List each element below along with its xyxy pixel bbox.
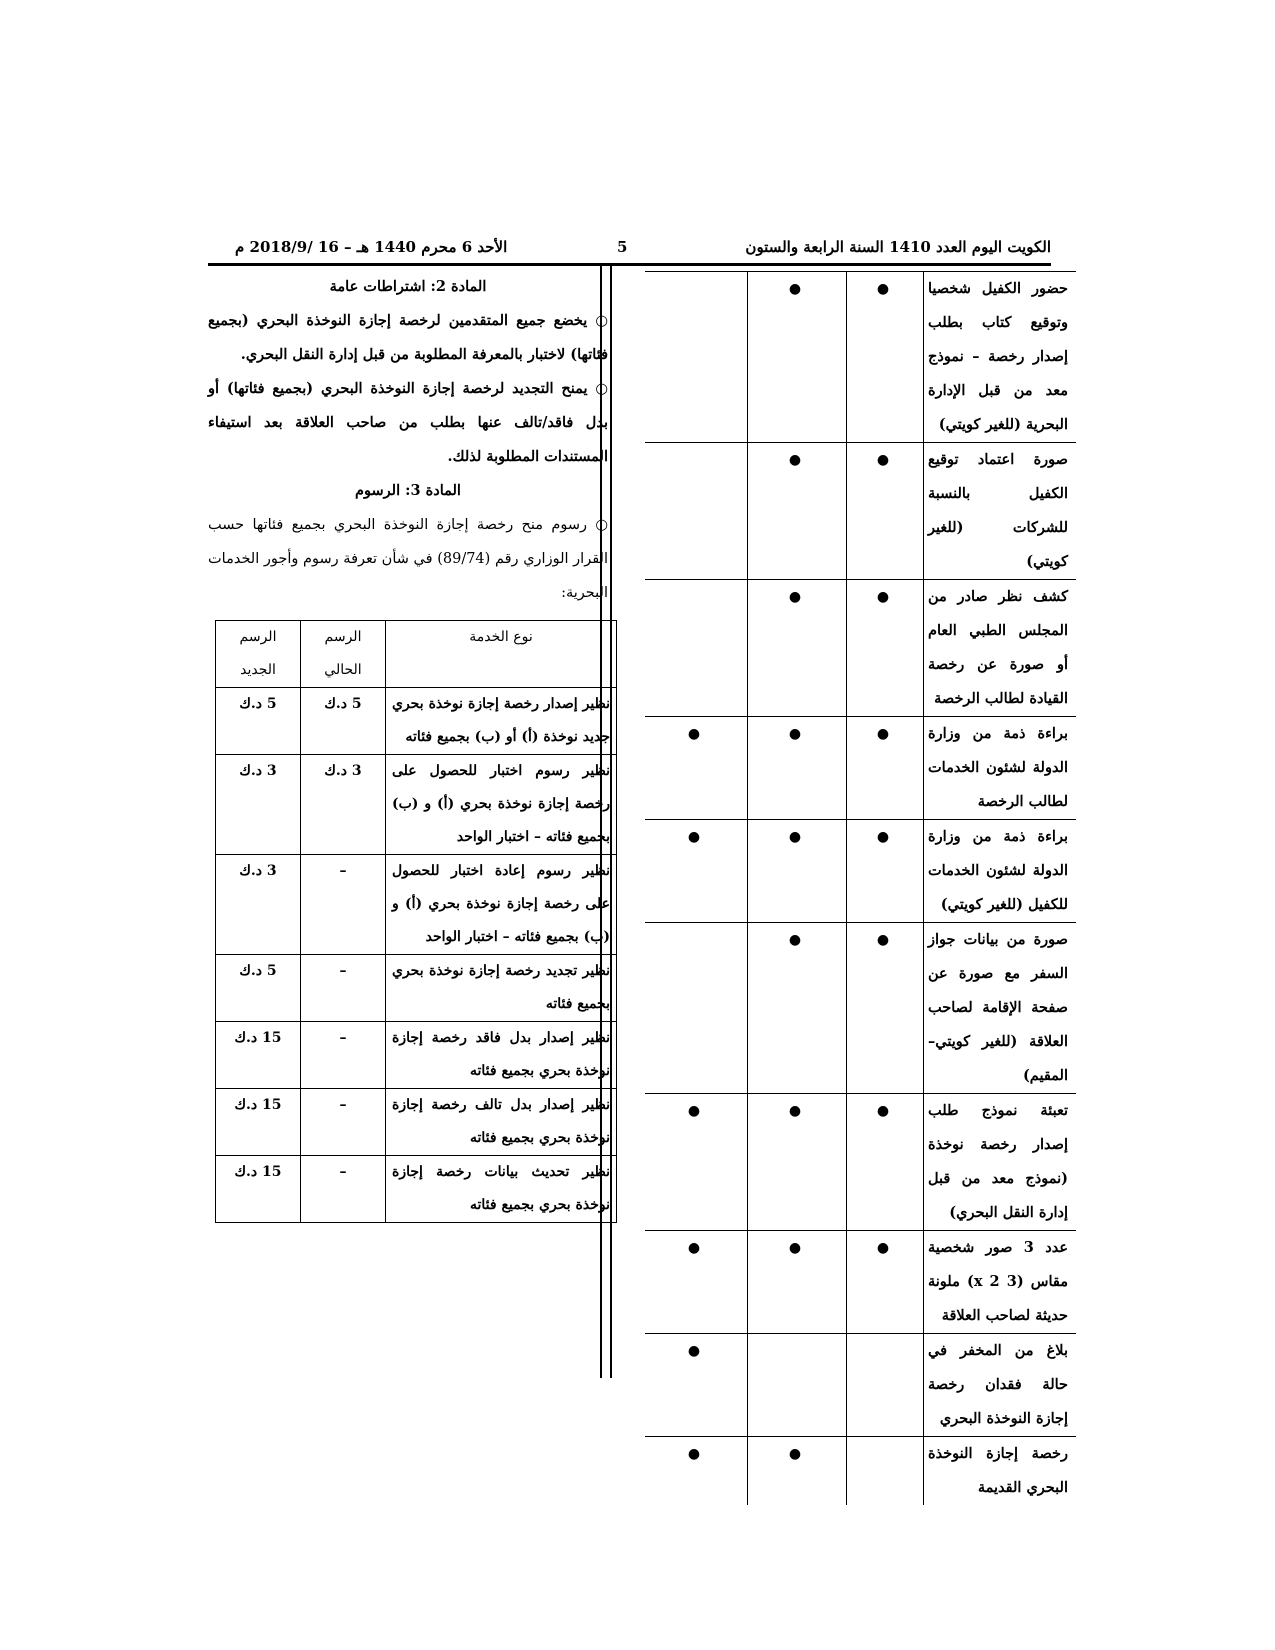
fees-header-new: الرسم الجديد <box>216 621 301 688</box>
requirement-mark: ● <box>847 1231 924 1334</box>
requirement-mark: ● <box>748 580 847 717</box>
fee-service: نظير رسوم إعادة اختبار للحصول على رخصة إجازة نوخذة بحري (أ) و (ب) بجميع فئاته – اختبار الواحد <box>386 855 617 955</box>
requirement-mark: ● <box>748 717 847 820</box>
requirement-mark: ● <box>847 443 924 580</box>
fee-current: – <box>301 1089 386 1156</box>
fee-row <box>216 1089 617 1156</box>
publication-title: الكويت اليوم العدد 1410 السنة الرابعة والستون <box>745 238 1051 256</box>
requirement-mark <box>847 1334 924 1437</box>
fee-service: نظير إصدار بدل فاقد رخصة إجازة نوخذة بحري بجميع فئاته <box>386 1022 617 1089</box>
requirement-mark: ● <box>645 717 748 820</box>
fee-current: 3 د.ك <box>301 755 386 855</box>
publication-date: الأحد 6 محرم 1440 هـ – 16 /2018/9 م <box>235 238 508 256</box>
page-header <box>205 238 1051 260</box>
requirement-mark: ● <box>645 1231 748 1334</box>
requirement-mark <box>645 923 748 1094</box>
requirement-row <box>645 580 1076 717</box>
fees-header-current: الرسم الحالي <box>301 621 386 688</box>
fee-new: 3 د.ك <box>216 855 301 955</box>
requirement-row <box>645 272 1076 443</box>
fee-current: – <box>301 1022 386 1089</box>
requirement-mark <box>748 1334 847 1437</box>
fee-current: – <box>301 1156 386 1223</box>
requirement-row <box>645 1334 1076 1437</box>
fee-new: 3 د.ك <box>216 755 301 855</box>
requirement-mark: ● <box>847 923 924 1094</box>
article2-paragraph-1: ○ يخضع جميع المتقدمين لرخصة إجازة النوخذة البحري (بجميع فئاتها) لاختبار بالمعرفة المطلوبة من قبل إدارة النقل البحري. <box>208 312 608 363</box>
fees-header-row <box>216 621 617 688</box>
requirement-mark: ● <box>748 923 847 1094</box>
fees-table <box>215 620 617 1223</box>
requirement-row <box>645 923 1076 1094</box>
requirement-mark: ● <box>847 272 924 443</box>
fee-row <box>216 1022 617 1089</box>
fee-service: نظير تحديث بيانات رخصة إجازة نوخذة بحري بجميع فئاته <box>386 1156 617 1223</box>
requirement-row <box>645 820 1076 923</box>
fee-service: نظير إصدار بدل تالف رخصة إجازة نوخذة بحري بجميع فئاته <box>386 1089 617 1156</box>
fee-current: 5 د.ك <box>301 688 386 755</box>
requirement-mark: ● <box>748 1437 847 1506</box>
requirement-mark: ● <box>645 820 748 923</box>
requirement-mark <box>645 443 748 580</box>
requirement-mark: ● <box>748 272 847 443</box>
fees-header-service: نوع الخدمة <box>386 621 617 688</box>
requirement-row <box>645 443 1076 580</box>
requirement-mark: ● <box>645 1334 748 1437</box>
requirement-mark: ● <box>748 820 847 923</box>
articles-column <box>208 270 608 610</box>
fee-new: 5 د.ك <box>216 955 301 1022</box>
requirement-row <box>645 717 1076 820</box>
fee-current: – <box>301 955 386 1022</box>
fee-new: 15 د.ك <box>216 1156 301 1223</box>
requirement-mark: ● <box>847 580 924 717</box>
article2-paragraph-2: ○ يمنح التجديد لرخصة إجازة النوخذة البحري (بجميع فئاتها) أو بدل فاقد/تالف عنها بطلب من صاحب العلاقة بعد استيفاء المستندات المطلوبة لذلك. <box>208 380 608 465</box>
requirement-text: بلاغ من المخفر في حالة فقدان رخصة إجازة النوخذة البحري <box>924 1334 1077 1437</box>
requirement-row <box>645 1231 1076 1334</box>
fee-new: 15 د.ك <box>216 1022 301 1089</box>
fee-current: – <box>301 855 386 955</box>
page-number: 5 <box>617 238 628 256</box>
requirement-text: حضور الكفيل شخصيا وتوقيع كتاب بطلب إصدار رخصة – نموذج معد من قبل الإدارة البحرية (للغير كويتي) <box>924 272 1077 443</box>
requirement-text: براءة ذمة من وزارة الدولة لشئون الخدمات لطالب الرخصة <box>924 717 1077 820</box>
requirement-mark: ● <box>748 1094 847 1231</box>
requirement-mark: ● <box>645 1094 748 1231</box>
requirement-mark: ● <box>847 717 924 820</box>
requirement-row <box>645 1437 1076 1506</box>
fee-service: نظير رسوم اختبار للحصول على رخصة إجازة نوخذة بحري (أ) و (ب) بجميع فئاته – اختبار الواحد <box>386 755 617 855</box>
fee-new: 5 د.ك <box>216 688 301 755</box>
requirement-mark: ● <box>847 1094 924 1231</box>
fee-row <box>216 755 617 855</box>
fee-service: نظير تجديد رخصة إجازة نوخذة بحري بجميع فئاته <box>386 955 617 1022</box>
requirement-text: كشف نظر صادر من المجلس الطبي العام أو صورة عن رخصة القيادة لطالب الرخصة <box>924 580 1077 717</box>
requirement-mark <box>645 580 748 717</box>
requirement-text: براءة ذمة من وزارة الدولة لشئون الخدمات للكفيل (للغير كويتي) <box>924 820 1077 923</box>
requirement-text: صورة من بيانات جواز السفر مع صورة عن صفحة الإقامة لصاحب العلاقة (للغير كويتي– المقيم) <box>924 923 1077 1094</box>
requirement-text: عدد 3 صور شخصية مقاس (3 x 2) ملونة حديثة لصاحب العلاقة <box>924 1231 1077 1334</box>
article2-title: المادة 2: اشتراطات عامة <box>329 278 487 295</box>
fee-row <box>216 1156 617 1223</box>
requirement-row <box>645 1094 1076 1231</box>
article3-paragraph-1: ○ رسوم منح رخصة إجازة النوخذة البحري بجميع فئاتها حسب القرار الوزاري رقم (89/74) في شأن تعرفة رسوم وأجور الخدمات البحرية: <box>208 517 608 601</box>
requirement-mark: ● <box>847 820 924 923</box>
requirement-text: تعبئة نموذج طلب إصدار رخصة نوخذة (نموذج معد من قبل إدارة النقل البحري) <box>924 1094 1077 1231</box>
requirement-mark: ● <box>748 443 847 580</box>
requirement-mark: ● <box>645 1437 748 1506</box>
fee-row <box>216 955 617 1022</box>
fee-service: نظير إصدار رخصة إجازة نوخذة بحري جديد نوخذة (أ) أو (ب) بجميع فئاته <box>386 688 617 755</box>
requirement-mark <box>847 1437 924 1506</box>
requirement-mark <box>645 272 748 443</box>
fee-row <box>216 688 617 755</box>
requirement-text: صورة اعتماد توقيع الكفيل بالنسبة للشركات (للغير كويتي) <box>924 443 1077 580</box>
header-rule <box>208 263 1051 266</box>
fee-row <box>216 855 617 955</box>
requirements-table <box>645 271 1076 1505</box>
requirement-text: رخصة إجازة النوخذة البحري القديمة <box>924 1437 1077 1506</box>
fee-new: 15 د.ك <box>216 1089 301 1156</box>
article3-title: المادة 3: الرسوم <box>355 482 461 499</box>
requirement-mark: ● <box>748 1231 847 1334</box>
